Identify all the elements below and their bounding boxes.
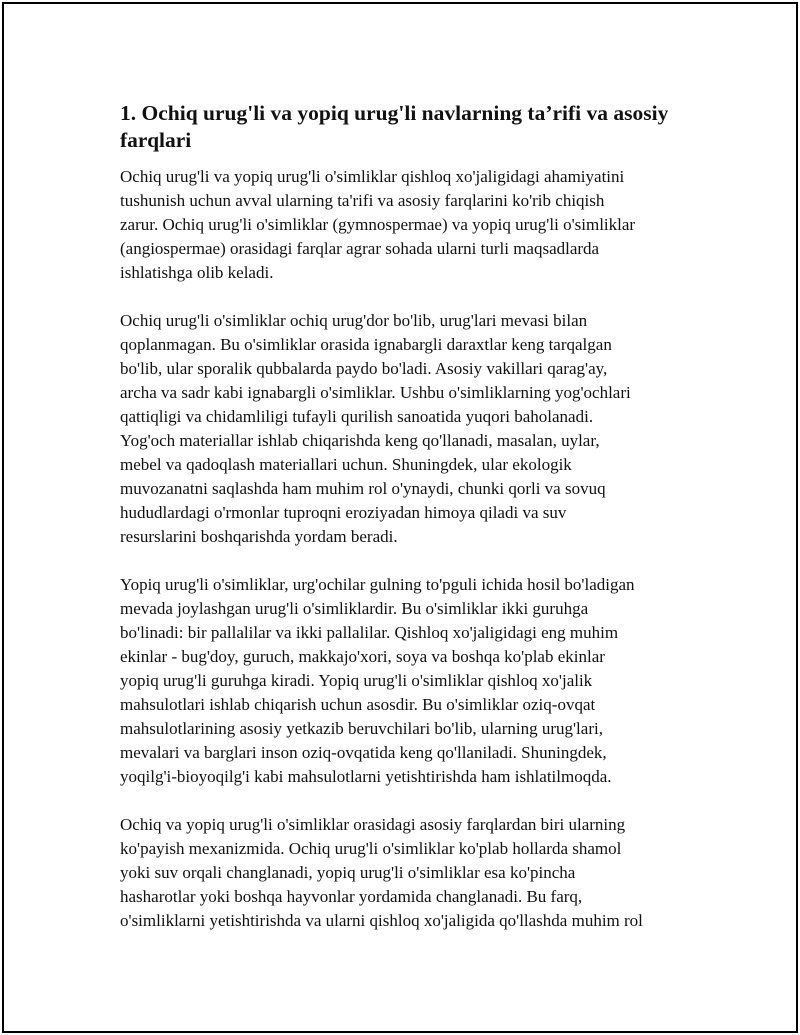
text-line: bo'lib, ular sporalik qubbalarda paydo bo'ladi. Asosiy vakillari qarag'ay, (120, 359, 608, 378)
text-line: Yopiq urug'li o'simliklar, urg'ochilar gulning to'pguli ichida hosil bo'ladigan (120, 575, 635, 594)
text-line: o'simliklarni yetishtirishda va ularni qishloq xo'jaligida qo'llashda muhim rol (120, 911, 643, 930)
text-line: archa va sadr kabi ignabargli o'simliklar. Ushbu o'simliklarning yog'ochlari (120, 383, 631, 402)
text-line: zarur. Ochiq urug'li o'simliklar (gymnospermae) va yopiq urug'li o'simliklar (120, 215, 636, 234)
text-line: Ochiq urug'li va yopiq urug'li o'simliklar qishloq xo'jaligidagi ahamiyatini (120, 167, 625, 186)
text-line: (angiospermae) orasidagi farqlar agrar sohada ularni turli maqsadlarda (120, 239, 600, 258)
heading-line: farqlari (120, 128, 192, 152)
page-frame (2, 2, 798, 1033)
document-body (120, 100, 690, 957)
paragraph-2 (120, 309, 690, 549)
text-line: hududlardagi o'rmonlar tuproqni eroziyadan himoya qiladi va suv (120, 503, 567, 522)
text-line: Yog'och materiallar ishlab chiqarishda keng qo'llanadi, masalan, uylar, (120, 431, 600, 450)
text-line: yoqilg'i-bioyoqilg'i kabi mahsulotlarni yetishtirishda ham ishlatilmoqda. (120, 767, 612, 786)
text-line: mahsulotlarining asosiy yetkazib beruvchilari bo'lib, ularning urug'lari, (120, 719, 603, 738)
text-line: muvozanatni saqlashda ham muhim rol o'ynaydi, chunki qorli va sovuq (120, 479, 606, 498)
paragraph-1 (120, 165, 690, 285)
paragraph-4 (120, 813, 690, 933)
text-line: qattiqligi va chidamliligi tufayli qurilish sanoatida yuqori baholanadi. (120, 407, 594, 426)
text-line: ishlatishga olib keladi. (120, 263, 274, 282)
text-line: bo'linadi: bir pallalilar va ikki pallalilar. Qishloq xo'jaligidagi eng muhim (120, 623, 619, 642)
text-line: yoki suv orqali changlanadi, yopiq urug'li o'simliklar esa ko'pincha (120, 863, 576, 882)
section-heading (120, 100, 690, 154)
text-line: mahsulotlari ishlab chiqarish uchun asosdir. Bu o'simliklar oziq-ovqat (120, 695, 596, 714)
text-line: ko'payish mexanizmida. Ochiq urug'li o'simliklar ko'plab hollarda shamol (120, 839, 622, 858)
text-line: ekinlar - bug'doy, guruch, makkajo'xori, soya va boshqa ko'plab ekinlar (120, 647, 605, 666)
text-line: Ochiq urug'li o'simliklar ochiq urug'dor bo'lib, urug'lari mevasi bilan (120, 311, 588, 330)
text-line: Ochiq va yopiq urug'li o'simliklar orasidagi asosiy farqlardan biri ularning (120, 815, 626, 834)
heading-line: 1. Ochiq urug'li va yopiq urug'li navlarning ta’rifi va asosiy (120, 101, 669, 125)
text-line: hasharotlar yoki boshqa hayvonlar yordamida changlanadi. Bu farq, (120, 887, 583, 906)
text-line: qoplanmagan. Bu o'simliklar orasida ignabargli daraxtlar keng tarqalgan (120, 335, 612, 354)
text-line: resurslarini boshqarishda yordam beradi. (120, 527, 398, 546)
text-line: yopiq urug'li guruhga kiradi. Yopiq urug'li o'simliklar qishloq xo'jalik (120, 671, 593, 690)
text-line: tushunish uchun avval ularning ta'rifi va asosiy farqlarini ko'rib chiqish (120, 191, 605, 210)
paragraph-3 (120, 573, 690, 789)
text-line: mevalari va barglari inson oziq-ovqatida keng qo'llaniladi. Shuningdek, (120, 743, 607, 762)
text-line: mevada joylashgan urug'li o'simliklardir. Bu o'simliklar ikki guruhga (120, 599, 589, 618)
text-line: mebel va qadoqlash materiallari uchun. Shuningdek, ular ekologik (120, 455, 572, 474)
